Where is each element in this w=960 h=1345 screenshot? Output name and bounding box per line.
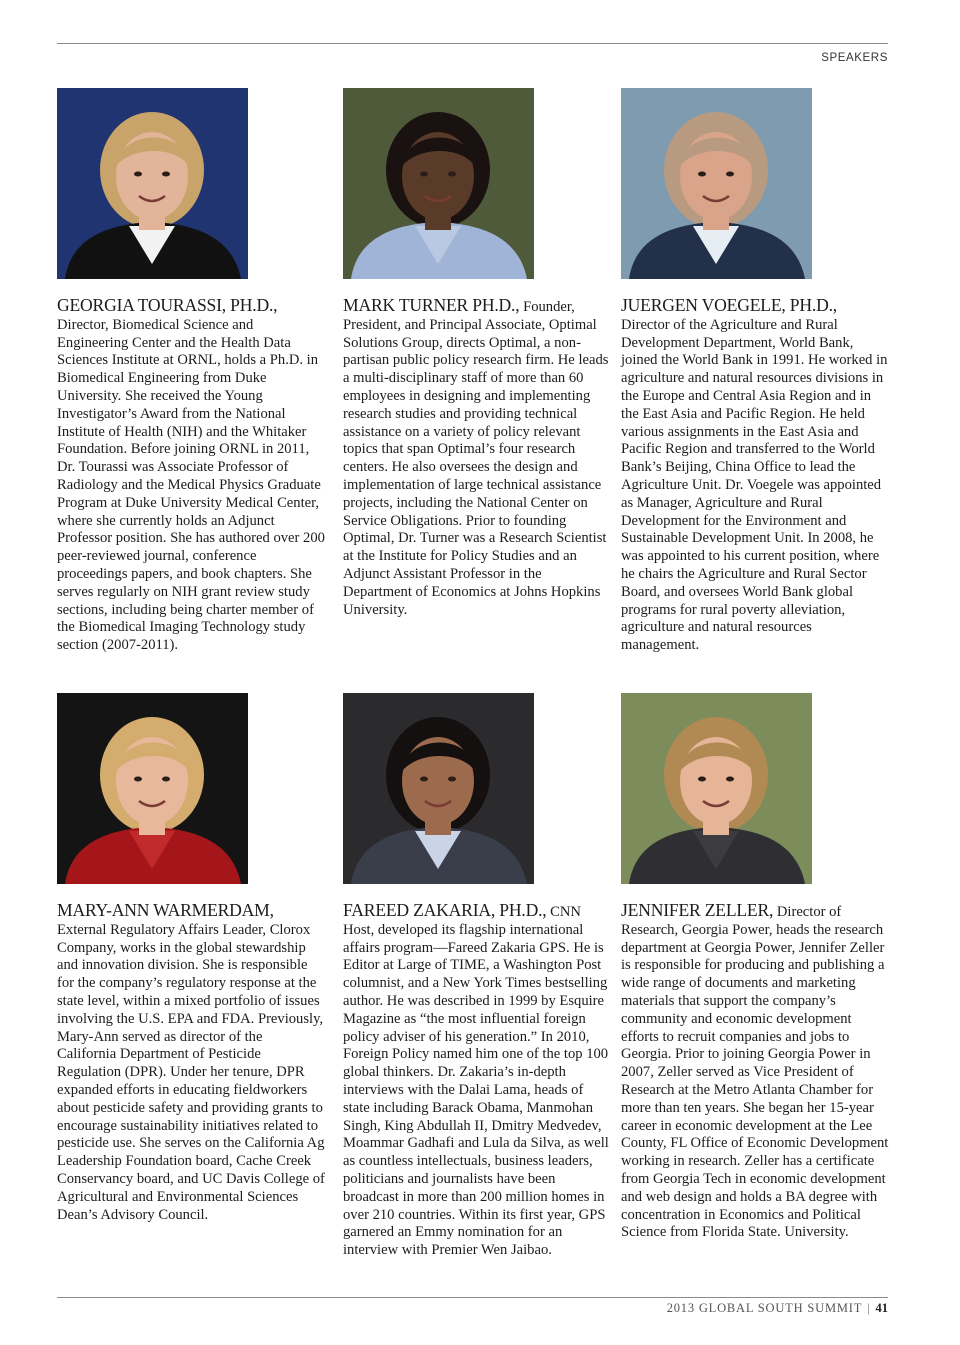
section-label: SPEAKERS <box>821 52 888 64</box>
footer-publication: 2013 GLOBAL SOUTH SUMMIT <box>666 1301 863 1315</box>
portrait-illustration <box>57 693 248 884</box>
speaker-bio: CNN Host, developed its flagship international affairs program—Fareed Zakaria GPS. He is Editor at Large of TIME, a Washington Post columnist, and a New York Times bestselling author. He was described in 1999 by Esquire Magazine as “the most influential foreign policy adviser of his generation.” In 2010, Foreign Policy named him one of the top 100 global thinkers. Dr. Zakaria’s in-depth interviews with the Dalai Lama, heads of state including Barack Obama, Manmohan Singh, King Abdullah II, Dmitry Medvedev, Moammar Gadhafi and Lula da Silva, as well as countless intellectuals, business leaders, politicians and journalists have been broadcast in more than 200 million homes in over 210 countries. Within its first year, GPS garnered an Emmy nomination for an interview with Premier Wen Jaibao. <box>343 904 609 1259</box>
speaker-bio-text <box>57 297 325 655</box>
speaker-photo <box>57 88 248 279</box>
speaker-bio: Founder, President, and Principal Associate, Optimal Solutions Group, directs Optimal, a non-partisan public policy research firm. He leads a multi-disciplinary staff of more than 60 employees in designing and implementing research studies and providing technical assistance on a variety of policy relevant topics that span Optimal’s four research centers. He also oversees the design and implementation of large technical assistance projects, including the National Center on Service Obligations. Prior to founding Optimal, Dr. Turner was a Research Scientist at the Institute for Policy Studies and an Adjunct Assistant Professor in the Department of Economics at Johns Hopkins University. <box>343 299 609 618</box>
page-footer <box>667 1301 888 1316</box>
page-number: 41 <box>875 1301 888 1315</box>
footer-separator: | <box>867 1301 871 1315</box>
speaker-photo <box>343 88 534 279</box>
speaker-card <box>621 693 889 1242</box>
speaker-card <box>343 88 611 619</box>
speaker-bio-text <box>621 902 889 1242</box>
portrait-illustration <box>343 88 534 279</box>
speaker-card <box>621 88 889 655</box>
portrait-illustration <box>621 693 812 884</box>
portrait-illustration <box>621 88 812 279</box>
speaker-photo <box>57 693 248 884</box>
speaker-bio-text <box>621 297 889 655</box>
portrait-illustration <box>343 693 534 884</box>
speaker-name: JENNIFER ZELLER, <box>621 900 774 920</box>
speaker-photo <box>621 88 812 279</box>
speaker-photo <box>621 693 812 884</box>
speaker-name: FAREED ZAKARIA, PH.D., <box>343 900 547 920</box>
speaker-bio: External Regulatory Affairs Leader, Clorox Company, works in the global stewardship and innovation division. She is responsible for the company’s regulatory response at the state level, within a mixed portfolio of issues involving the U.S. EPA and FDA. Previously, Mary-Ann served as director of the California Department of Pesticide Regulation (DPR). Under her tenure, DPR expanded efforts in educating fieldworkers about pesticide safety and providing grants to encourage sustainability initiatives related to pesticide use. She serves on the California Ag Leadership Foundation board, Cache Creek Conservancy board, and UC Davis College of Agricultural and Environmental Sciences Dean’s Advisory Council. <box>57 921 325 1223</box>
speaker-bio: Director of the Agriculture and Rural Development Department, World Bank, joined the World Bank in 1991. He worked in agriculture and natural resources divisions in the Europe and Central Asia Region and in the East Asia and Pacific Region. He held various assignments in the East Asia and Pacific Region and transferred to the World Bank’s Beijing, China Office to lead the Agriculture Unit. Dr. Voegele was appointed as Manager, Agriculture and Rural Development for the Environment and Sustainable Development Unit. In 2008, he was appointed to his current position, where he chairs the Agriculture and Rural Sector Board, and oversees World Bank global programs for rural poverty alleviation, agriculture and natural resources management. <box>621 316 888 654</box>
speaker-card <box>57 88 325 655</box>
speaker-photo <box>343 693 534 884</box>
top-rule <box>57 43 888 44</box>
bottom-rule <box>57 1297 888 1298</box>
speaker-bio: Director, Biomedical Science and Engineering Center and the Health Data Sciences Institute at ORNL, holds a Ph.D. in Biomedical Engineering from Duke University. She received the Young Investigator’s Award from the National Institute of Health (NIH) and the Whitaker Foundation. Before joining ORNL in 2011, Dr. Tourassi was Associate Professor of Radiology and the Medical Physics Graduate Program at Duke University Medical Center, where she currently holds an Adjunct Professor position. She has authored over 200 peer-reviewed journal, conference proceedings papers, and book chapters. She serves regularly on NIH grant review study sections, including being charter member of the Biomedical Imaging Technology study section (2007-2011). <box>57 316 325 654</box>
speaker-card <box>57 693 325 1224</box>
speaker-name: JUERGEN VOEGELE, PH.D., <box>621 295 837 315</box>
portrait-illustration <box>57 88 248 279</box>
speaker-bio-text <box>343 902 611 1260</box>
speaker-name: MARK TURNER PH.D., <box>343 295 520 315</box>
speaker-bio: Director of Research, Georgia Power, heads the research department at Georgia Power, Jennifer Zeller is responsible for producing and publishing a wide range of documents and marketing materials that support the company’s community and economic development efforts to recruit companies and jobs to Georgia. Prior to joining Georgia Power in 2007, Zeller served as Vice President of Research at the Metro Atlanta Chamber for more than ten years. She began her 15-year career in economic development at the Lee County, FL Office of Economic Development working in research. Zeller has a certificate from Georgia Tech in economic development and web design and holds a BA degree with concentration in Economics and Political Science from Florida State. University. <box>621 904 889 1241</box>
speaker-card <box>343 693 611 1260</box>
speaker-bio-text <box>343 297 611 619</box>
speaker-bio-text <box>57 902 325 1224</box>
speaker-name: MARY-ANN WARMERDAM, <box>57 900 274 920</box>
speaker-name: GEORGIA TOURASSI, PH.D., <box>57 295 278 315</box>
